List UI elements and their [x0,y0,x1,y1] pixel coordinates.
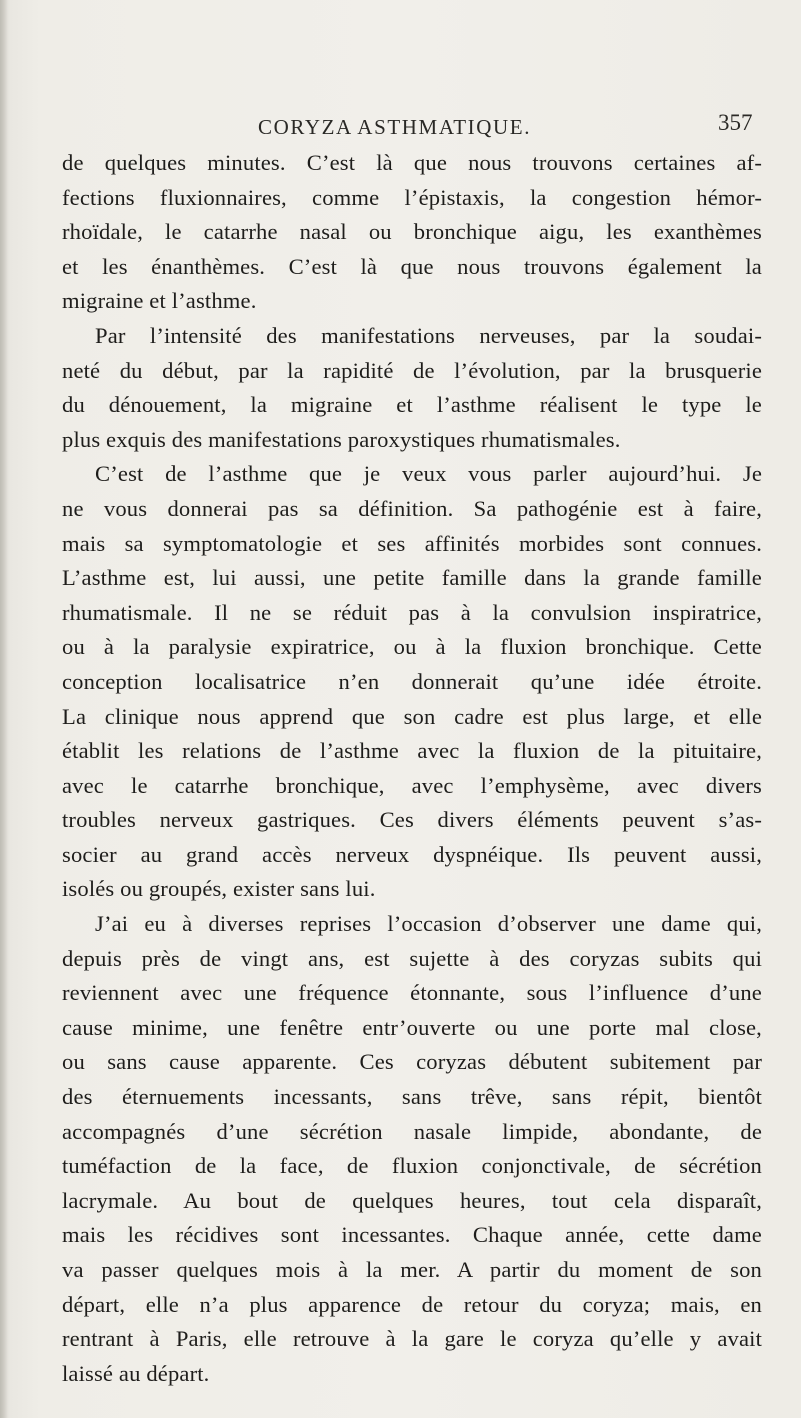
page-number: 357 [718,110,753,135]
text-line: rhoïdale, le catarrhe nasal ou bronchique aigu, les exanthèmes [62,219,762,245]
text-line: lacrymale. Au bout de quelques heures, tout cela disparaît, [62,1187,762,1213]
text-line: plus exquis des manifestations paroxystiques rhumatismales. [62,426,621,452]
text-line: départ, elle n’a plus apparence de retour du coryza; mais, en [62,1291,762,1317]
text-line: rentrant à Paris, elle retrouve à la gare le coryza qu’elle y avait [62,1326,762,1352]
text-line: C’est de l’asthme que je veux vous parler aujourd’hui. Je [95,461,762,487]
text-line: du dénouement, la migraine et l’asthme réalisent le type le [62,392,762,418]
text-line: fections fluxionnaires, comme l’épistaxis, la congestion hémor- [62,184,762,210]
text-line: avec le catarrhe bronchique, avec l’emphysème, avec divers [62,772,762,798]
text-line: migraine et l’asthme. [62,288,257,314]
text-line: ou à la paralysie expiratrice, ou à la fluxion bronchique. Cette [62,634,762,660]
binding-shadow [0,0,8,1418]
text-line: de quelques minutes. C’est là que nous trouvons certaines af- [62,150,762,175]
text-line: tuméfaction de la face, de fluxion conjonctivale, de sécrétion [62,1153,762,1179]
text-line: des éternuements incessants, sans trêve, sans répit, bientôt [62,1084,762,1110]
text-line: cause minime, une fenêtre entr’ouverte ou une porte mal close, [62,1014,762,1040]
text-line: troubles nerveux gastriques. Ces divers éléments peuvent s’as- [62,807,762,833]
text-line: conception localisatrice n’en donnerait qu’une idée étroite. [62,668,762,694]
text-line: neté du début, par la rapidité de l’évolution, par la brusquerie [62,357,762,383]
text-line: J’ai eu à diverses reprises l’occasion d’observer une dame qui, [95,911,762,937]
text-line: Par l’intensité des manifestations nerveuses, par la soudai- [95,322,762,348]
text-line: va passer quelques mois à la mer. A partir du moment de son [62,1257,762,1282]
text-line: isolés ou groupés, exister sans lui. [62,876,376,902]
text-line: et les énanthèmes. C’est là que nous trouvons également la [62,253,762,279]
text-line: établit les relations de l’asthme avec la fluxion de la pituitaire, [62,738,762,764]
text-line: L’asthme est, lui aussi, une petite famille dans la grande famille [62,565,762,591]
text-line: mais sa symptomatologie et ses affinités morbides sont connues. [62,530,762,556]
text-line: rhumatismale. Il ne se réduit pas à la convulsion inspiratrice, [62,599,762,625]
running-title: CORYZA ASTHMATIQUE. [258,115,532,139]
text-line: socier au grand accès nerveux dyspnéique. Ils peuvent aussi, [62,841,762,867]
text-line: reviennent avec une fréquence étonnante, sous l’influence d’une [62,980,762,1006]
text-line: accompagnés d’une sécrétion nasale limpide, abondante, de [62,1118,762,1144]
text-line: depuis près de vingt ans, est sujette à des coryzas subits qui [62,945,762,971]
text-line: ou sans cause apparente. Ces coryzas débutent subitement par [62,1049,762,1075]
text-line: La clinique nous apprend que son cadre est plus large, et elle [62,703,762,729]
text-line: mais les récidives sont incessantes. Chaque année, cette dame [62,1222,762,1248]
running-head [0,112,801,142]
text-line: laissé au départ. [62,1360,210,1386]
body-text [62,146,762,1391]
text-line: ne vous donnerai pas sa définition. Sa pathogénie est à faire, [62,495,762,521]
